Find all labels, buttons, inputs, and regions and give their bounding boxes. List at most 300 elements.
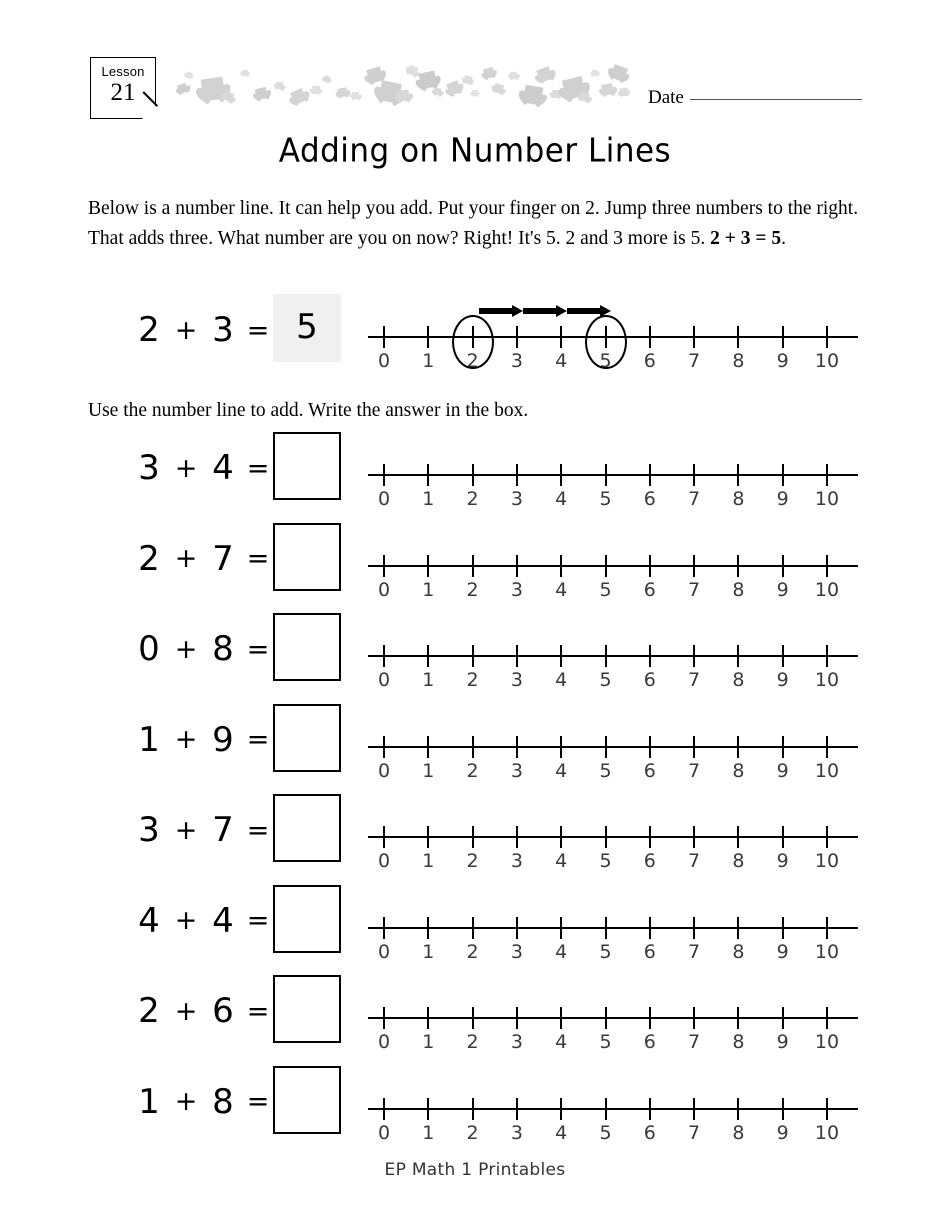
number-line-tick [427,464,429,486]
number-line-tick-label: 5 [599,850,612,872]
problem-operand-2: 4 [212,448,234,488]
circled-number-marker [452,315,494,369]
heart-icon [290,88,307,105]
number-line-axis [368,1108,858,1110]
number-line-tick [782,1098,784,1120]
number-line-tick-label: 4 [555,488,568,510]
problem-number-line [368,975,868,1053]
problem-row [0,704,950,784]
heart-icon [493,83,504,94]
page-header [0,0,950,130]
number-line-tick [472,645,474,667]
problem-number-line [368,1066,868,1144]
number-line-tick [649,1007,651,1029]
number-line-tick-label: 3 [510,350,523,372]
number-line-tick [693,326,695,348]
number-line-tick [737,1098,739,1120]
example-number-line [368,294,868,372]
number-line-tick [472,1007,474,1029]
answer-box[interactable] [273,704,341,772]
problem-equation [105,432,275,504]
number-line-tick-label: 3 [510,578,523,601]
problem-equals-sign: = [246,814,270,846]
number-line-tick [560,464,562,486]
number-line-tick-label: 6 [643,940,656,963]
number-line-tick-label: 9 [776,578,789,601]
number-line-tick [516,326,518,348]
lesson-badge-number: 21 [110,79,136,106]
heart-icon [255,87,268,100]
number-line-tick [782,555,784,577]
problem-equals-sign: = [246,543,270,574]
number-line-tick-label: 2 [466,578,479,601]
example-answer-box: 5 [273,294,341,362]
intro-paragraph [88,194,868,254]
number-line-tick-label: 10 [814,669,840,691]
problem-equation [105,704,275,776]
number-line-tick [516,555,518,577]
heart-icon [472,90,478,96]
answer-box[interactable] [273,794,341,862]
number-line-tick-label: 7 [688,669,701,691]
number-line-tick [427,1007,429,1029]
heart-icon [483,67,495,79]
number-line-tick [427,736,429,758]
number-line-tick-label: 8 [732,578,745,601]
problem-plus-sign: + [174,905,198,936]
lesson-badge [90,57,156,119]
number-line-tick-label: 7 [688,1031,701,1053]
number-line-tick [737,917,739,939]
problem-number-line [368,523,868,601]
number-line-tick-label: 0 [377,940,391,963]
number-line-tick-label: 0 [377,488,391,510]
date-label: Date [648,87,684,108]
number-line-tick [693,645,695,667]
number-line-tick-label: 0 [377,1121,391,1144]
problem-row [0,1066,950,1146]
number-line-tick [649,736,651,758]
problem-equals-sign: = [246,995,270,1027]
number-line-axis [368,836,858,838]
answer-box[interactable] [273,432,341,500]
number-line-tick [383,736,385,758]
number-line-tick [605,1007,607,1029]
number-line-tick [383,326,385,348]
problem-plus-sign: + [174,633,198,665]
problem-operand-2: 4 [212,900,234,941]
number-line-tick [383,1007,385,1029]
number-line-tick [826,1007,828,1029]
number-line-tick-label: 10 [814,578,840,601]
number-line-tick [649,645,651,667]
number-line-tick-label: 8 [732,669,745,691]
problem-plus-sign: + [174,543,198,574]
number-line-tick-label: 6 [643,1031,656,1053]
number-line-tick [383,826,385,848]
number-line-tick [560,1007,562,1029]
number-line-tick [472,555,474,577]
number-line-tick-label: 3 [510,940,523,963]
number-line-tick [427,1098,429,1120]
number-line-tick [782,645,784,667]
number-line-tick-label: 3 [510,1031,523,1053]
number-line-tick-label: 4 [555,578,568,601]
heart-icon [275,81,283,89]
number-line-tick [427,826,429,848]
number-line-axis [368,927,858,929]
number-line-tick [693,555,695,577]
number-line-tick-label: 6 [643,669,656,691]
number-line-tick-label: 7 [688,850,701,872]
heart-icon [620,88,629,97]
problem-row [0,885,950,965]
number-line-axis [368,655,858,657]
number-line-tick [826,1098,828,1120]
number-line-tick-label: 1 [422,1121,435,1144]
number-line-tick-label: 5 [599,488,612,510]
problem-operand-2: 8 [212,1081,234,1122]
number-line-tick-label: 3 [510,669,523,691]
number-line-tick [782,326,784,348]
number-line-tick-label: 0 [377,759,391,782]
number-line-tick [383,1098,385,1120]
number-line-tick-label: 10 [814,940,840,963]
number-line-tick-label: 0 [377,578,391,601]
problem-equals-sign: = [246,724,270,755]
problem-operand-1: 1 [138,719,160,760]
jump-arrow-head [556,305,567,317]
number-line-tick [472,736,474,758]
number-line-tick [427,645,429,667]
number-line-tick-label: 9 [776,669,789,691]
number-line-tick-label: 2 [466,669,479,691]
heart-icon [510,72,518,80]
problem-operand-2: 6 [212,991,234,1031]
problem-equation [105,794,275,866]
number-line-tick-label: 8 [732,759,745,782]
problem-row [0,975,950,1055]
number-line-tick-label: 5 [599,759,612,782]
problem-operand-1: 4 [138,900,160,941]
number-line-tick [826,464,828,486]
number-line-axis [368,746,858,748]
number-line-tick-label: 1 [422,669,435,691]
problem-operand-1: 2 [138,991,160,1031]
number-line-tick [693,917,695,939]
number-line-tick-label: 2 [466,350,479,372]
jump-arrow-icon [479,306,523,315]
number-line-tick [605,917,607,939]
number-line-tick-label: 1 [422,759,435,782]
number-line-tick-label: 10 [814,1031,840,1053]
problem-operand-2: 7 [212,810,234,850]
date-field [648,87,862,109]
number-line-tick [516,464,518,486]
number-line-tick [826,645,828,667]
number-line-tick-label: 7 [688,350,701,372]
answer-box[interactable] [273,523,341,591]
number-line-tick [649,555,651,577]
problem-plus-sign: + [174,814,198,846]
number-line-tick-label: 9 [776,1121,789,1144]
number-line-tick [782,736,784,758]
example-plus-sign: + [174,314,198,346]
number-line-tick [649,1098,651,1120]
problem-number-line [368,432,868,510]
number-line-tick-label: 2 [466,1121,479,1144]
heart-icon [579,91,590,102]
number-line-tick-label: 7 [688,578,701,601]
number-line-tick [383,645,385,667]
number-line-tick-label: 0 [377,669,391,691]
number-line-tick [737,736,739,758]
number-line-tick [649,464,651,486]
problem-row [0,432,950,512]
number-line-tick-label: 5 [599,940,612,963]
number-line-tick [693,736,695,758]
number-line-tick [383,555,385,577]
page-footer: EP Math 1 Printables [384,1160,566,1180]
heart-icon [536,66,553,83]
number-line-tick-label: 2 [466,759,479,782]
heart-icon [463,75,473,85]
number-line-tick-label: 6 [643,350,656,372]
number-line-tick-label: 2 [466,488,479,510]
number-line-tick-label: 4 [555,759,568,782]
number-line-tick-label: 9 [776,1031,789,1053]
number-line-tick-label: 10 [814,759,840,782]
problem-operand-1: 1 [138,1081,160,1122]
problem-operand-1: 3 [138,448,160,488]
example-row [0,294,950,374]
lesson-badge-label: Lesson [101,64,145,79]
problem-equals-sign: = [246,633,270,665]
number-line-tick [560,555,562,577]
heart-icon [242,70,248,76]
number-line-tick-label: 7 [688,759,701,782]
example-equals-sign: = [246,314,270,346]
number-line-tick-label: 0 [377,350,391,372]
number-line-tick-label: 1 [422,850,435,872]
number-line-tick [560,1098,562,1120]
number-line-tick-label: 9 [776,350,789,372]
number-line-tick [693,464,695,486]
number-line-tick [516,917,518,939]
number-line-tick-label: 5 [599,669,612,691]
heart-icon [610,64,628,82]
number-line-tick [649,917,651,939]
page-title: Adding on Number Lines [278,131,672,171]
number-line-tick-label: 2 [466,940,479,963]
number-line-tick [737,464,739,486]
number-line-tick [605,555,607,577]
heart-icon [592,70,598,76]
number-line-tick-label: 9 [776,940,789,963]
number-line-tick [826,826,828,848]
heart-icon [434,88,442,96]
heart-icon [185,71,192,78]
problem-plus-sign: + [174,452,198,484]
problem-plus-sign: + [174,995,198,1027]
problem-row [0,613,950,693]
number-line-tick-label: 8 [732,1121,745,1144]
jump-arrow-icon [523,306,567,315]
number-line-tick-label: 5 [599,1121,612,1144]
number-line-tick-label: 8 [732,488,745,510]
circled-number-marker [585,315,627,369]
number-line-tick [782,826,784,848]
number-line-axis [368,565,858,567]
number-line-tick [560,645,562,667]
number-line-tick-label: 5 [599,350,612,372]
number-line-tick-label: 3 [510,488,523,510]
number-line-tick-label: 1 [422,578,435,601]
number-line-tick [560,917,562,939]
number-line-tick [472,917,474,939]
number-line-tick [693,826,695,848]
number-line-tick [737,826,739,848]
heart-icon [337,87,347,97]
number-line-tick-label: 6 [643,850,656,872]
number-line-tick-label: 6 [643,1121,656,1144]
number-line-tick-label: 5 [599,578,612,601]
answer-box[interactable] [273,613,341,681]
number-line-tick-label: 6 [643,759,656,782]
answer-box[interactable] [273,975,341,1043]
heart-icon [352,92,359,99]
number-line-tick [427,326,429,348]
problem-equation [105,975,275,1047]
number-line-tick-label: 9 [776,488,789,510]
number-line-tick-label: 7 [688,488,701,510]
number-line-tick-label: 3 [510,850,523,872]
number-line-tick [782,1007,784,1029]
number-line-tick-label: 9 [776,759,789,782]
number-line-tick [516,736,518,758]
jump-arrow-shaft [567,308,602,314]
number-line-tick-label: 1 [422,1031,435,1053]
number-line-tick [472,826,474,848]
intro-paragraph-text: Below is a number line. It can help you add. Put your finger on 2. Jump three numbers to the right. That adds three. What number are you on now? Right! It's 5. 2 and 3 more is 5. [88,198,859,249]
number-line-tick [605,645,607,667]
heart-icon [601,83,614,96]
problem-number-line [368,613,868,691]
number-line-tick-label: 4 [555,669,568,691]
instruction-paragraph: Use the number line to add. Write the answer in the box. [88,400,529,421]
number-line-tick [427,555,429,577]
example-equation [105,294,275,366]
problem-equation [105,1066,275,1138]
number-line-tick-label: 1 [422,350,435,372]
number-line-tick [427,917,429,939]
problem-equals-sign: = [246,452,270,484]
problem-equation [105,613,275,685]
heart-icon [223,91,235,103]
number-line-tick [826,736,828,758]
jump-arrow-head [512,305,523,317]
problem-equation [105,523,275,595]
number-line-tick [516,826,518,848]
number-line-tick-label: 4 [555,850,568,872]
number-line-tick [737,1007,739,1029]
decorative-hearts-ribbon [172,62,632,110]
number-line-tick-label: 0 [377,1031,391,1053]
jump-arrow-icon [567,306,611,315]
number-line-tick [383,917,385,939]
number-line-tick [737,645,739,667]
problem-row [0,794,950,874]
number-line-tick [737,555,739,577]
date-write-line[interactable] [690,99,862,100]
problem-plus-sign: + [174,1086,198,1117]
number-line-tick [605,464,607,486]
number-line-tick-label: 4 [555,940,568,963]
problem-number-line [368,885,868,963]
number-line-tick-label: 10 [814,488,840,510]
number-line-tick-label: 6 [643,578,656,601]
problem-operand-1: 3 [138,810,160,850]
page-fold-icon [142,105,156,119]
number-line-tick-label: 8 [732,350,745,372]
number-line-tick-label: 4 [555,1121,568,1144]
number-line-axis [368,1017,858,1019]
number-line-tick-label: 8 [732,940,745,963]
number-line-tick [516,1007,518,1029]
heart-icon [446,80,462,96]
number-line-tick [826,917,828,939]
heart-icon [523,85,544,106]
number-line-tick [605,736,607,758]
problem-row [0,523,950,603]
jump-arrow-shaft [523,308,558,314]
problem-operand-2: 8 [212,629,234,669]
number-line-tick-label: 9 [776,850,789,872]
number-line-tick-label: 10 [814,350,840,372]
problem-equation [105,885,275,957]
jump-arrow-shaft [479,308,514,314]
number-line-tick-label: 4 [555,1031,568,1053]
heart-icon [323,75,331,83]
problem-operand-2: 9 [212,719,234,760]
number-line-tick-label: 8 [732,850,745,872]
number-line-tick-label: 4 [555,350,568,372]
number-line-axis [368,474,858,476]
number-line-tick-label: 10 [814,1121,840,1144]
intro-paragraph-trailing: . [781,228,786,249]
heart-icon [312,86,321,95]
number-line-tick-label: 7 [688,940,701,963]
number-line-tick [560,736,562,758]
example-operand-1: 2 [138,310,160,350]
problem-number-line [368,704,868,782]
number-line-tick [782,917,784,939]
number-line-tick-label: 5 [599,1031,612,1053]
number-line-tick-label: 8 [732,1031,745,1053]
number-line-tick [826,555,828,577]
number-line-tick [605,826,607,848]
problem-operand-2: 7 [212,538,234,579]
problem-plus-sign: + [174,724,198,755]
number-line-tick [605,1098,607,1120]
problem-equals-sign: = [246,1086,270,1117]
number-line-tick [737,326,739,348]
answer-box[interactable] [273,1066,341,1134]
answer-box[interactable] [273,885,341,953]
number-line-tick-label: 1 [422,488,435,510]
example-operand-2: 3 [212,310,234,350]
number-line-tick-label: 1 [422,940,435,963]
